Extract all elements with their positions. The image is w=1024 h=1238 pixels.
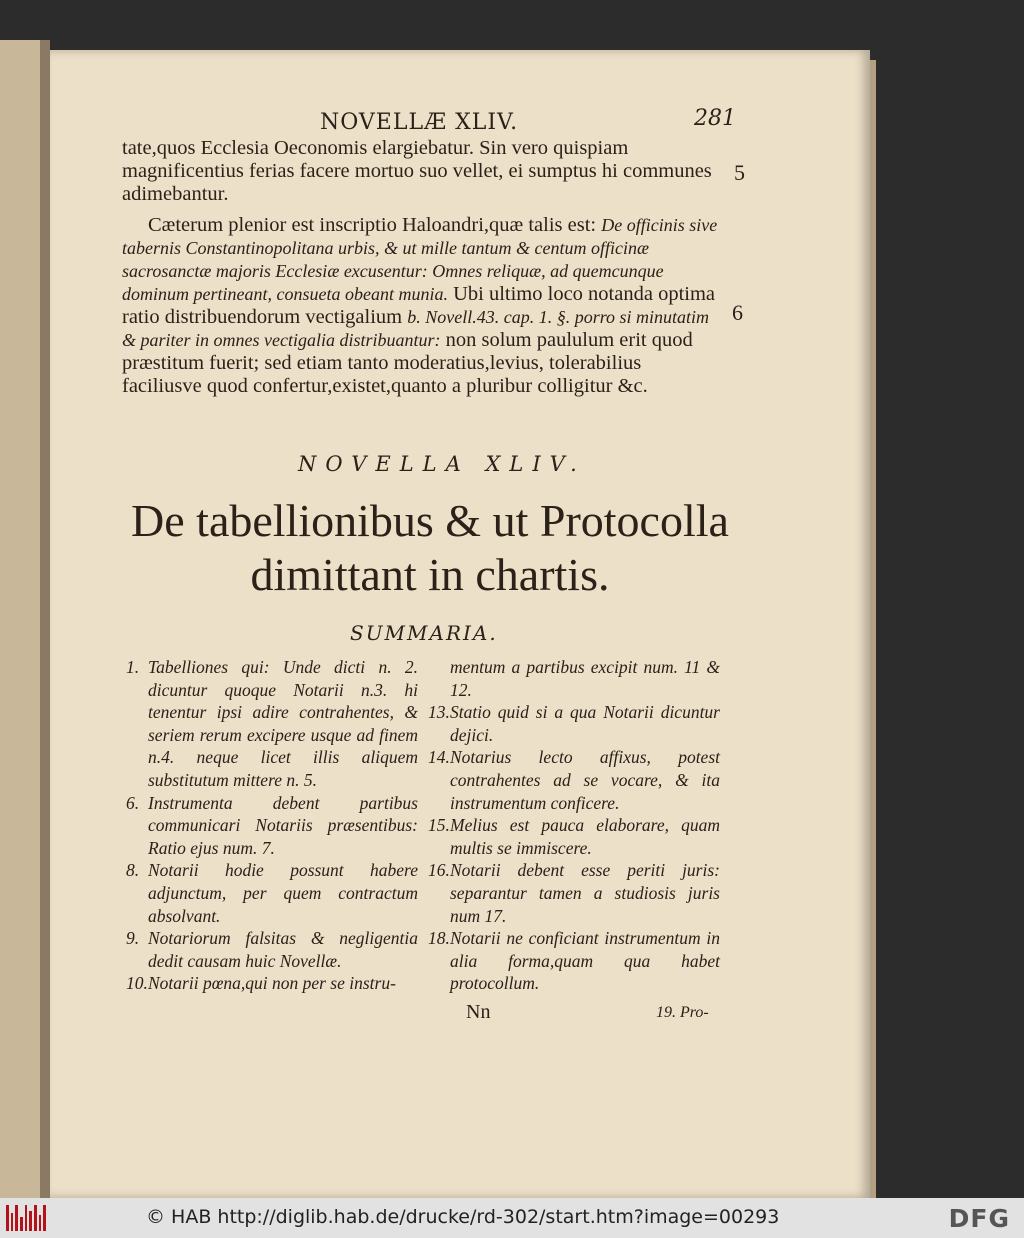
summaria-entry: 15. Melius est pauca elaborare, quam multis se immiscere. [428,815,720,858]
paragraph-1: tate,quos Ecclesia Oeconomis elargiebatur. Sin vero quispiam magnificentius ferias facere mortuo suo vellet, ei sumptus hi communes adimebantur. [122,137,712,205]
copyright-link[interactable]: © HAB http://diglib.hab.de/drucke/rd-302/start.htm?image=00293 [146,1206,780,1228]
paragraph-2-middle: Ubi ultimo loco notanda optima ratio distribuendorum vectigalium [122,283,715,328]
margin-line-number-5: 5 [734,160,745,185]
summaria-entry: 16. Notarii debent esse periti juris: separantur tamen a studiosis juris num 17. [428,860,720,926]
summaria-entry: 14. Notarius lecto affixus, potest contrahentes ad se vocare, & ita instrumentum conficere. [428,747,720,813]
page-number: 281 [694,106,736,131]
novella-heading: NOVELLA XLIV. [298,452,586,476]
footer-bar [0,1198,1024,1238]
page-fore-edge [870,60,876,1198]
summaria-entry: 1. Tabelliones qui: Unde dicti n. 2. dicuntur quoque Notarii n.3. hi tenentur ipsi adire contrahentes, & seriem rerum excipere usque ad finem n.4. neque licet illis aliquem substitutum mittere n. 5. [126,657,418,790]
chapter-title [110,494,750,602]
summaria-entry: 13. Statio quid si a qua Notarii dicuntur dejici. [428,702,720,745]
summaria-left-column [126,656,418,995]
summaria-entry: 10. Notarii pœna,qui non per se instru- [126,973,396,994]
summaria-entry: 8. Notarii hodie possunt habere adjunctum, per quem contractum absolvant. [126,860,418,926]
summaria-entry: 18. Notarii ne conficiant instrumentum in alia forma,quam qua habet protocollum. [428,928,720,994]
dfg-logo: DFG [948,1204,1010,1233]
chapter-title-line-2: dimittant in chartis. [250,549,610,600]
margin-line-number-6: 6 [732,300,743,325]
facing-page-edge [0,40,50,1198]
paragraph-2 [122,214,726,398]
hab-barcode-logo-icon [6,1205,46,1231]
paragraph-2-quote-2: b. Novell.43. cap. 1. §. porro si minutatim & pariter in omnes vectigalia distribuantur: [122,307,710,350]
chapter-title-line-1: De tabellionibus & ut Protocolla [131,495,729,546]
running-head: NOVELLÆ XLIV. [320,110,519,135]
summaria-entry: 6. Instrumenta debent partibus communicari Notariis præsentibus: Ratio ejus num. 7. [126,792,418,858]
catchword: 19. Pro- [656,1004,709,1021]
paragraph-2-intro: Cæterum plenior est inscriptio Haloandri,quæ talis est: [148,214,597,236]
paragraph-2-quote-1: De officinis sive tabernis Constantinopolitana urbis, & ut mille tantum & centum officinæ sacrosanctæ majoris Ecclesiæ excusentur: Omnes reliquæ, ad quemcunque dominum pertineant, consueta obeant munia. [122,215,718,304]
summaria-right-column [428,656,720,995]
paragraph-2-end: non solum paululum erit quod præstitum fuerit; sed etiam tanto moderatius,levius, tolerabilius faciliusve quod confertur,existet,quanto a pluribur colligitur &c. [122,329,693,397]
signature-mark: Nn [466,1001,491,1023]
summaria-heading: SUMMARIA. [350,621,498,645]
summaria-entry: 9. Notariorum falsitas & negligentia dedit causam huic Novellæ. [126,928,418,971]
summaria-entry: mentum a partibus excipit num. 11 & 12. [450,657,720,700]
